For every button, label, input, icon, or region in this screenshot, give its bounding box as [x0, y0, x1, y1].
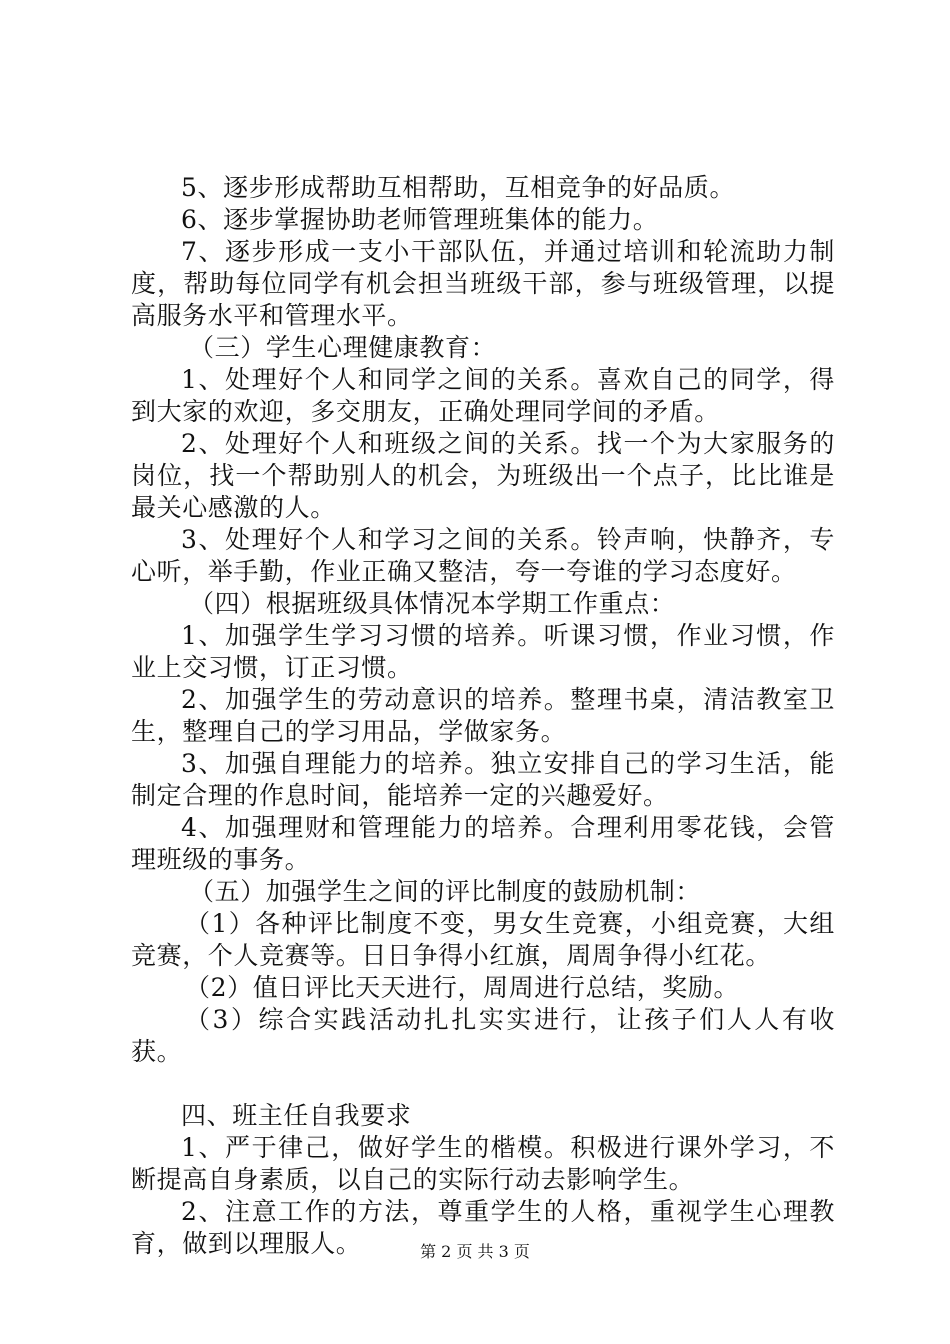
list-item: 6、逐步掌握协助老师管理班集体的能力。 — [181, 205, 659, 234]
list-item: 2、加强学生的劳动意识的培养。整理书桌，清洁教室卫生，整理自己的学习用品，学做家务。 — [131, 685, 835, 746]
page-number: 第 2 页 共 3 页 — [420, 1242, 530, 1261]
list-item: 1、加强学生学习习惯的培养。听课习惯，作业习惯，作业上交习惯，订正习惯。 — [131, 621, 835, 682]
list-item: 2、处理好个人和班级之间的关系。找一个为大家服务的岗位，找一个帮助别人的机会，为班级出一个点子，比比谁是最关心感激的人。 — [131, 429, 835, 522]
list-item: 3、加强自理能力的培养。独立安排自己的学习生活，能制定合理的作息时间，能培养一定的兴趣爱好。 — [131, 749, 835, 810]
list-item: 1、处理好个人和同学之间的关系。喜欢自己的同学，得到大家的欢迎，多交朋友，正确处理同学间的矛盾。 — [131, 365, 835, 426]
section-heading: 四、班主任自我要求 — [181, 1101, 412, 1130]
section-heading: （五）加强学生之间的评比制度的鼓励机制： — [189, 877, 702, 906]
list-item: （1）各种评比制度不变，男女生竞赛，小组竞赛，大组竞赛，个人竞赛等。日日争得小红旗，周周争得小红花。 — [131, 909, 835, 970]
list-item: （3）综合实践活动扎扎实实进行，让孩子们人人有收获。 — [131, 1005, 835, 1066]
section-heading: （三）学生心理健康教育： — [189, 333, 497, 362]
list-item: 4、加强理财和管理能力的培养。合理利用零花钱，会管理班级的事务。 — [131, 813, 835, 874]
section-heading: （四）根据班级具体情况本学期工作重点： — [189, 589, 676, 618]
list-item: 3、处理好个人和学习之间的关系。铃声响，快静齐，专心听，举手勤，作业正确又整洁，夸一夸谁的学习态度好。 — [131, 525, 835, 586]
list-item: 5、逐步形成帮助互相帮助，互相竞争的好品质。 — [181, 173, 736, 202]
list-item: 2、注意工作的方法，尊重学生的人格，重视学生心理教育，做到以理服人。 — [131, 1197, 835, 1258]
list-item: 1、严于律己，做好学生的楷模。积极进行课外学习，不断提高自身素质，以自己的实际行动去影响学生。 — [131, 1133, 835, 1194]
list-item: （2）值日评比天天进行，周周进行总结，奖励。 — [185, 973, 740, 1002]
list-item: 7、逐步形成一支小干部队伍，并通过培训和轮流助力制度，帮助每位同学有机会担当班级干部，参与班级管理，以提高服务水平和管理水平。 — [131, 237, 835, 330]
document-body — [131, 172, 835, 1260]
paragraph-gap — [131, 1068, 835, 1100]
